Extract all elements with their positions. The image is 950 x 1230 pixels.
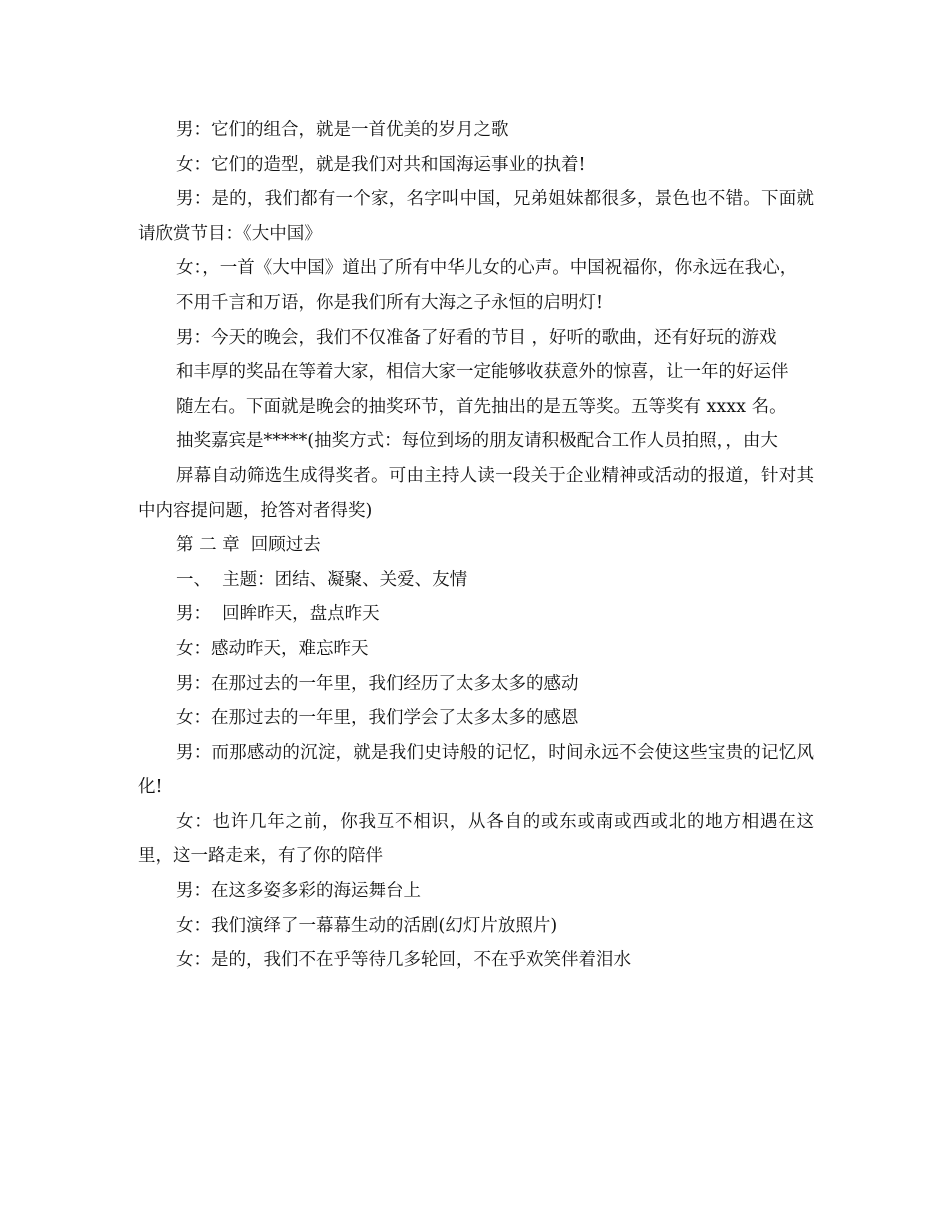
paragraph: 女：在那过去的一年里，我们学会了太多太多的感恩 [176,708,579,729]
paragraph: 男：今天的晚会，我们不仅准备了好看的节目 ，好听的歌曲，还有好玩的游戏 [176,327,777,348]
paragraph: 随左右。下面就是晚会的抽奖环节，首先抽出的是五等奖。五等奖有 xxxx 名。 [176,396,787,417]
paragraph: 女：它们的造型，就是我们对共和国海运事业的执着! [176,154,586,175]
paragraph: 女：也许几年之前，你我互不相识，从各自的或东或南或西或北的地方相遇在这里，这一路走来，有了你的陪伴 [138,811,814,867]
paragraph: 男：在这多姿多彩的海运舞台上 [176,881,421,902]
paragraph: 男：在那过去的一年里，我们经历了太多太多的感动 [176,673,579,694]
paragraph: 抽奖嘉宾是*****(抽奖方式：每位到场的朋友请积极配合工作人员拍照，，由大 [176,431,778,452]
chapter-heading: 第 二 章 回顾过去 [176,535,321,556]
paragraph: 不用千言和万语，你是我们所有大海之子永恒的启明灯! [176,292,604,313]
section-heading: 一、 主题：团结、凝聚、关爱、友情 [176,569,468,590]
paragraph: 女：感动昨天，难忘昨天 [176,638,369,659]
paragraph: 女：我们演绎了一幕幕生动的活剧(幻灯片放照片) [176,915,558,936]
paragraph: 屏幕自动筛选生成得奖者。可由主持人读一段关于企业精神或活动的报道，针对其中内容提问题，抢答对者得奖) [138,465,814,521]
paragraph: 男： 回眸昨天，盘点昨天 [176,604,380,625]
paragraph: 男：它们的组合，就是一首优美的岁月之歌 [176,120,509,140]
paragraph: 女：，一首《大中国》道出了所有中华儿女的心声。中国祝福你，你永远在我心， [176,258,798,279]
paragraph: 女：是的，我们不在乎等待几多轮回，不在乎欢笑伴着泪水 [176,950,631,971]
paragraph: 男：是的，我们都有一个家，名字叫中国，兄弟姐妹都很多，景色也不错。下面就请欣赏节目：《大中国》 [138,189,814,244]
paragraph: 和丰厚的奖品在等着大家，相信大家一定能够收获意外的惊喜，让一年的好运伴 [176,362,789,383]
paragraph: 男：而那感动的沉淀，就是我们史诗般的记忆，时间永远不会使这些宝贵的记忆风化! [138,742,814,798]
document-body [138,113,814,978]
